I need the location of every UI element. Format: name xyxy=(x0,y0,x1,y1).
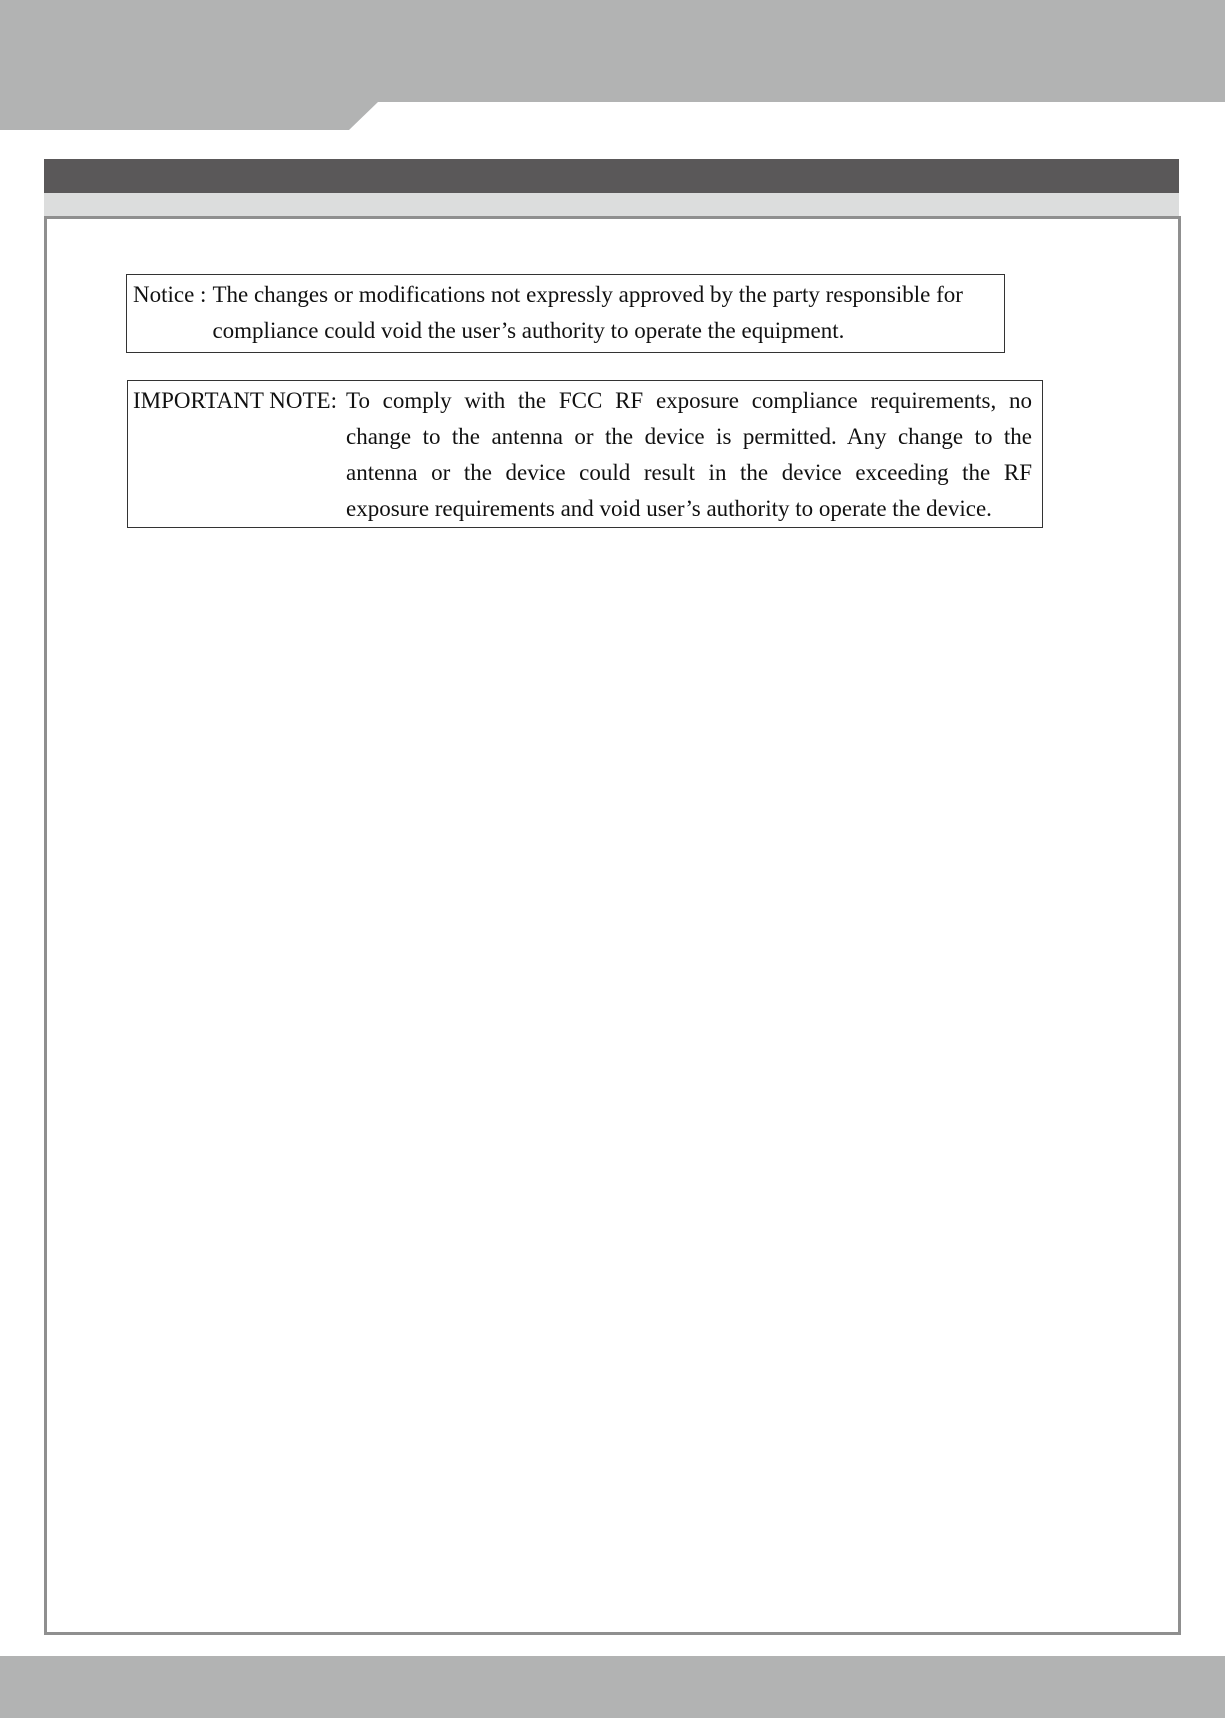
top-decorative-band xyxy=(0,0,1225,130)
important-note-label: IMPORTANT NOTE: xyxy=(133,388,337,413)
bottom-decorative-band xyxy=(0,1656,1225,1718)
section-header-bar xyxy=(44,159,1179,193)
important-note-box xyxy=(127,380,1043,528)
important-note-text: To comply with the FCC RF exposure compliance requirements, no change to the antenna or the device is permitted. Any change to the antenna or the device could result in the device exceeding the RF exposure requirements and void user’s authority to operate the device. xyxy=(346,388,1032,521)
section-header-subbar xyxy=(44,193,1179,216)
notice-label: Notice : xyxy=(133,282,207,307)
notice-text: The changes or modifications not expressly approved by the party responsible for compliance could void the user’s authority to operate the equipment. xyxy=(212,282,963,343)
notice-box xyxy=(126,274,1005,353)
